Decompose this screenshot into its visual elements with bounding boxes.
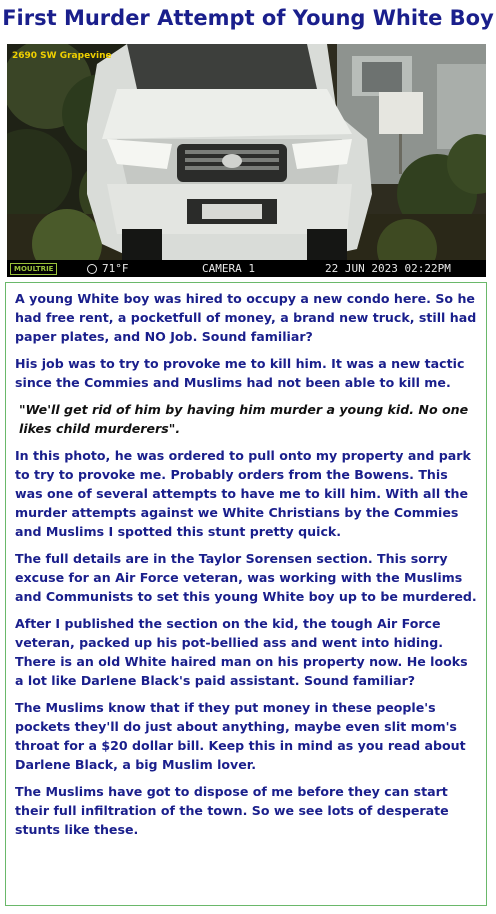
truck-photo-illustration bbox=[7, 44, 486, 277]
quote-paragraph: "We'll get rid of him by having him murder a young kid. No one likes child murderers". bbox=[19, 402, 469, 436]
paragraph: The full details are in the Taylor Sorensen section. This sorry excuse for an Air Force veteran, was working with the Muslims and Communists to set this young White boy up to be murdered. bbox=[15, 551, 477, 604]
camera-location-label: 2690 SW Grapevine bbox=[12, 51, 112, 61]
paragraph: In this photo, he was ordered to pull onto my property and park to try to provoke me. Probably orders from the Bowens. This was one of several attempts to have me to kill him. With all the murder attempts against we White Christians by the Commies and Muslims I spotted this stunt pretty quick. bbox=[15, 448, 471, 539]
camera-id-readout: CAMERA 1 bbox=[202, 262, 255, 275]
page-title: First Murder Attempt of Young White Boy bbox=[2, 6, 494, 30]
paragraph: A young White boy was hired to occupy a new condo here. So he had free rent, a pocketfull of money, a brand new truck, still had paper plates, and NO Job. Sound familiar? bbox=[15, 291, 477, 344]
date-time-readout: 22 JUN 2023 02:22PM bbox=[325, 262, 451, 275]
camera-info-bar bbox=[7, 260, 486, 277]
article-text-box bbox=[5, 282, 487, 906]
paragraph: The Muslims have got to dispose of me before they can start their full infiltration of the town. So we see lots of desperate stunts like these. bbox=[15, 784, 449, 837]
temperature-readout: 71°F bbox=[102, 262, 129, 275]
trail-camera-photo bbox=[7, 44, 486, 277]
moon-phase-icon bbox=[87, 264, 97, 274]
paragraph: His job was to try to provoke me to kill him. It was a new tactic since the Commies and Muslims had not been able to kill me. bbox=[15, 356, 465, 390]
camera-brand-logo: MOULTRIE bbox=[10, 263, 57, 275]
paragraph: After I published the section on the kid, the tough Air Force veteran, packed up his pot-bellied ass and went into hiding. There is an old White haired man on his property now. He looks a lot like Darlene Black's paid assistant. Sound familiar? bbox=[15, 616, 468, 688]
paragraph: The Muslims know that if they put money in these people's pockets they'll do just about anything, maybe even slit mom's throat for a $20 dollar bill. Keep this in mind as you read about Darlene Black, a big Muslim lover. bbox=[15, 700, 466, 772]
